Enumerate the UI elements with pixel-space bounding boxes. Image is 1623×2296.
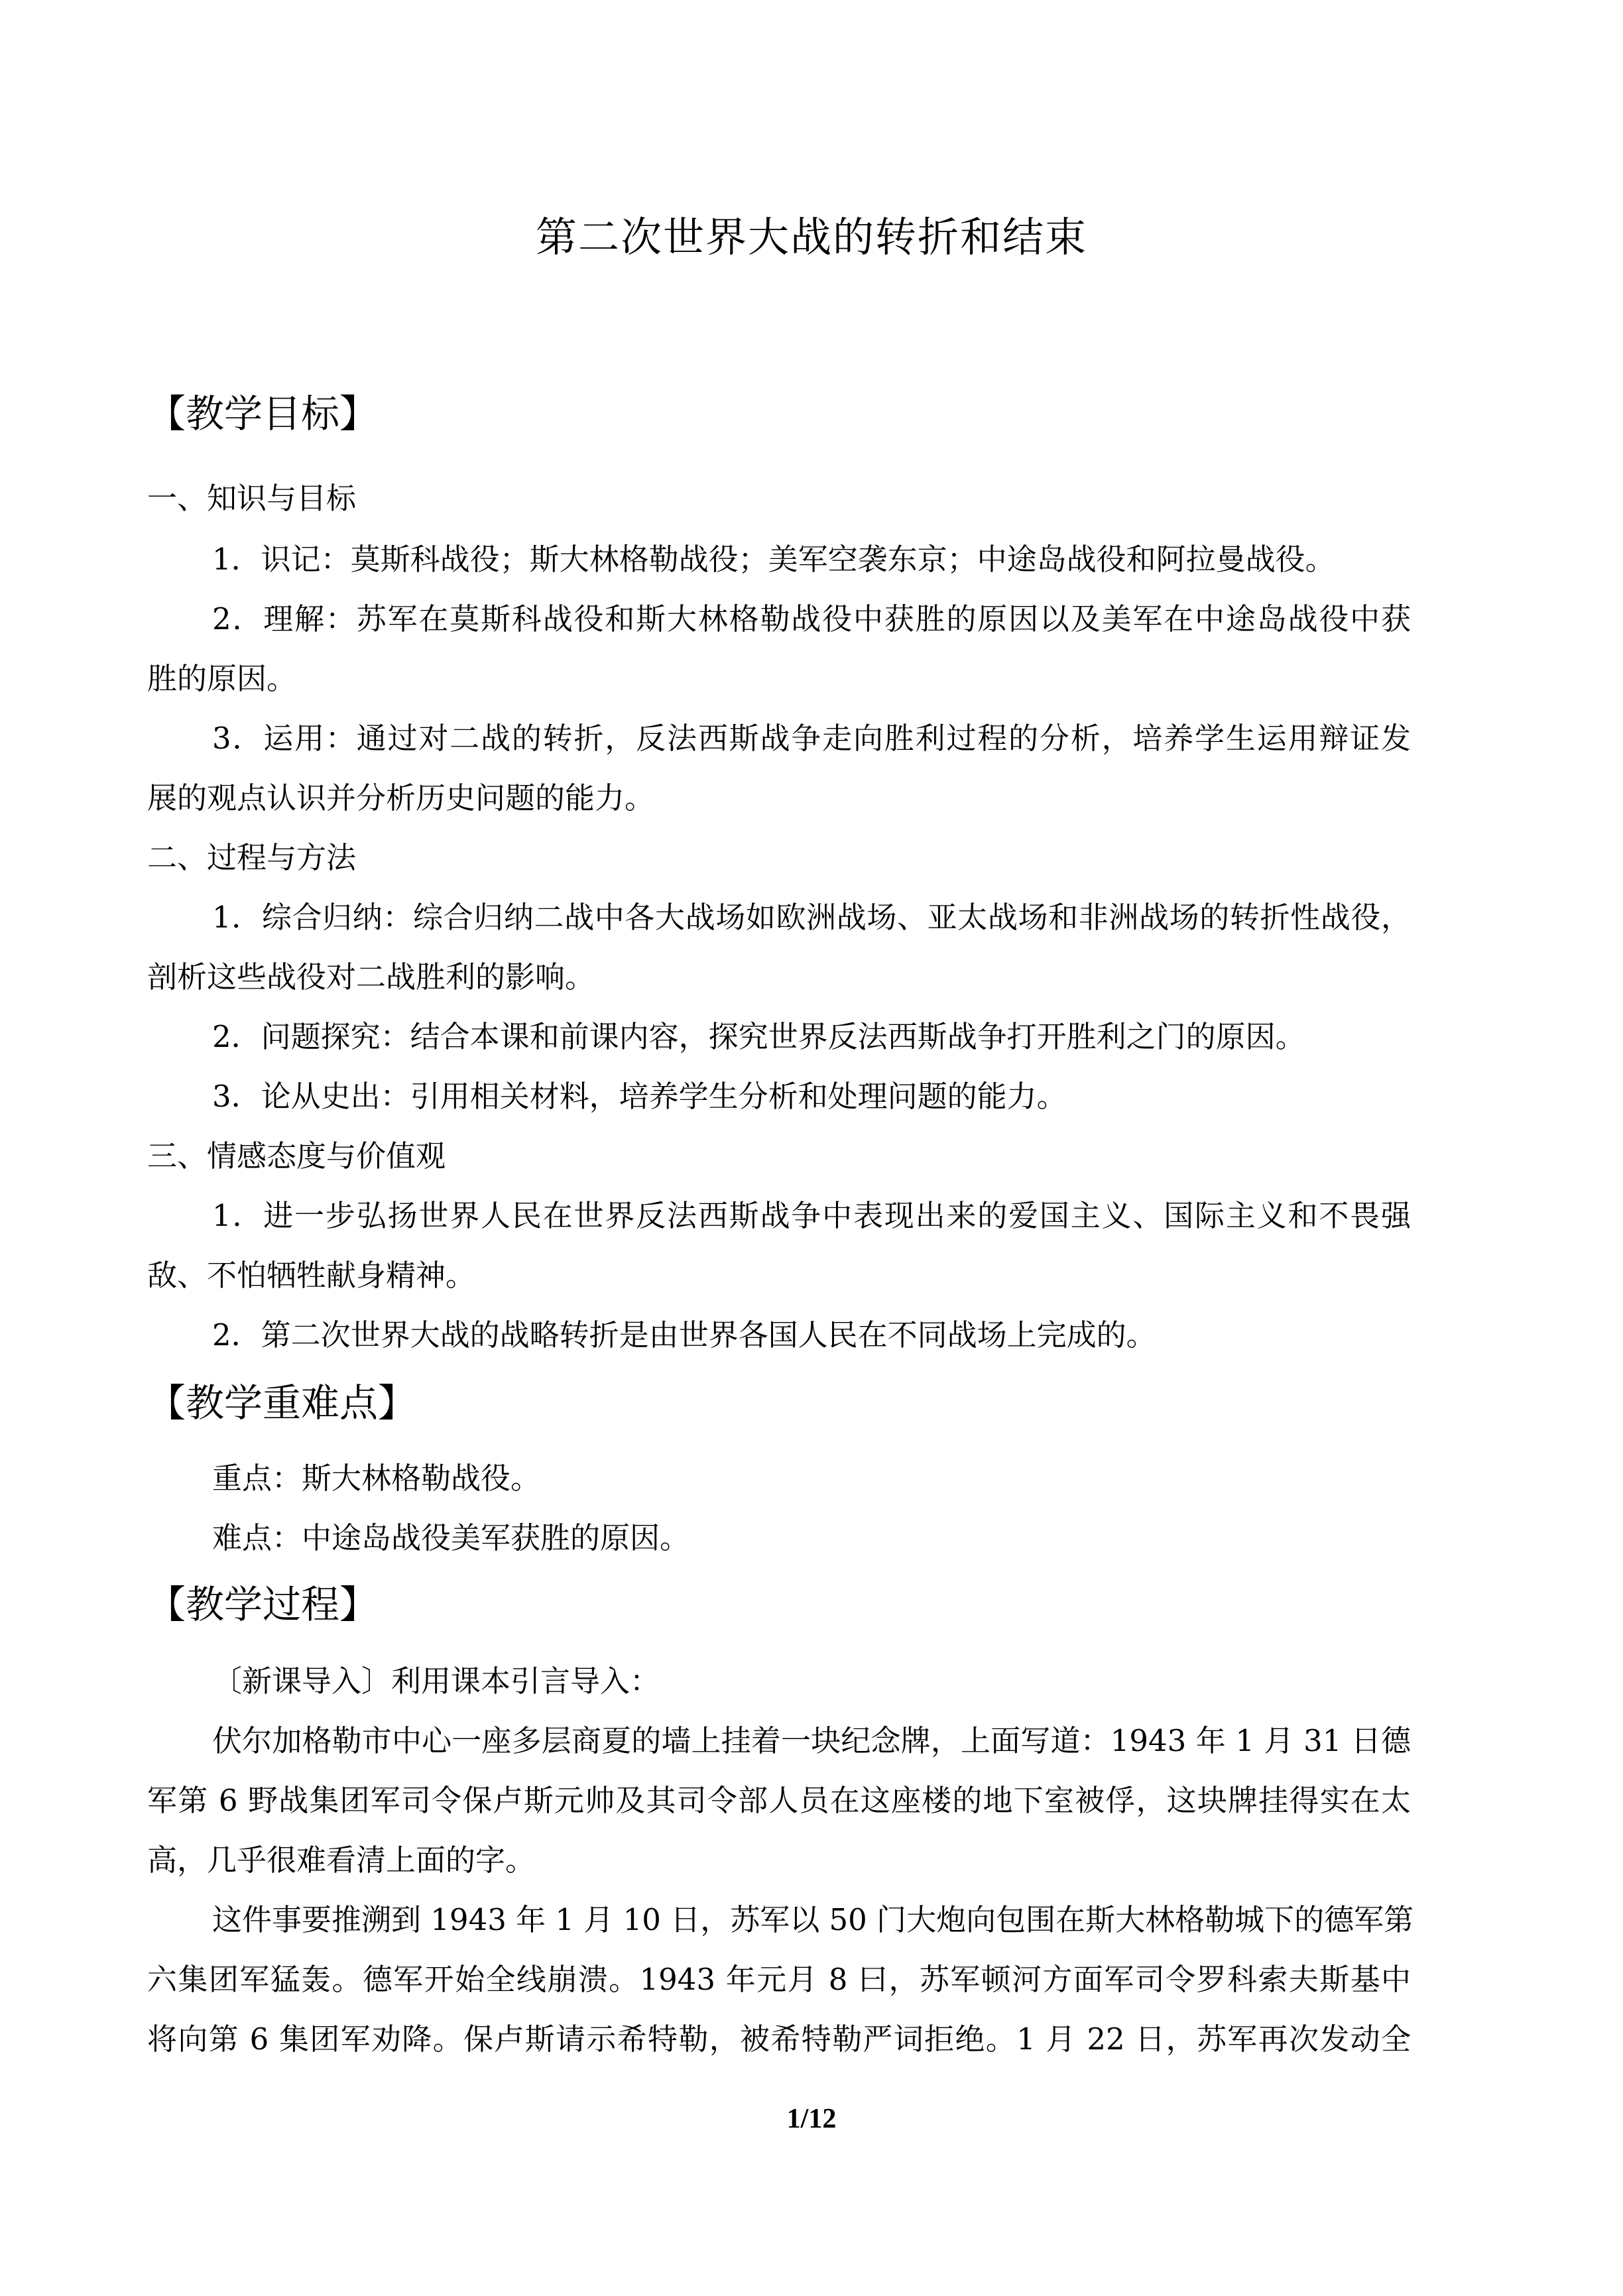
procedure-para-2-line-2: 六集团军猛轰。德军开始全线崩溃。1943 年元月 8 曰，苏军顿河方面军司令罗科索夫斯基中 bbox=[147, 1962, 1411, 1997]
page-number: 1/12 bbox=[786, 2104, 837, 2134]
procedure-intro: 〔新课导入〕利用课本引言导入： bbox=[212, 1663, 660, 1699]
knowledge-item-1: 1．识记：莫斯科战役；斯大林格勒战役；美军空袭东京；中途岛战役和阿拉曼战役。 bbox=[212, 542, 1335, 577]
knowledge-item-3-line-1: 3．运用：通过对二战的转折，反法西斯战争走向胜利过程的分析，培养学生运用辩证发 bbox=[212, 721, 1411, 756]
emotion-item-1-line-2: 敌、不怕牺牲献身精神。 bbox=[147, 1258, 476, 1293]
section-heading-key-points: 【教学重难点】 bbox=[147, 1380, 417, 1425]
knowledge-item-2-line-1: 2．理解：苏军在莫斯科战役和斯大林格勒战役中获胜的原因以及美军在中途岛战役中获 bbox=[212, 601, 1411, 636]
emotion-item-1-line-1: 1．进一步弘扬世界人民在世界反法西斯战争中表现出来的爱国主义、国际主义和不畏强 bbox=[212, 1198, 1411, 1233]
procedure-para-1-line-1: 伏尔加格勒市中心一座多层商夏的墙上挂着一块纪念牌，上面写道：1943 年 1 月 31 日德 bbox=[212, 1723, 1411, 1758]
difficult-point: 难点：中途岛战役美军获胜的原因。 bbox=[212, 1520, 690, 1555]
procedure-para-1-line-2: 军第 6 野战集团军司令保卢斯元帅及其司令部人员在这座楼的地下室被俘，这块牌挂得实在太 bbox=[147, 1783, 1411, 1818]
knowledge-item-2-line-2: 胜的原因。 bbox=[147, 661, 297, 696]
process-item-1-line-1: 1．综合归纳：综合归纳二战中各大战场如欧洲战场、亚太战场和非洲战场的转折性战役， bbox=[212, 900, 1411, 935]
section-heading-goals: 【教学目标】 bbox=[147, 391, 379, 436]
process-item-2: 2．问题探究：结合本课和前课内容，探究世界反法西斯战争打开胜利之门的原因。 bbox=[212, 1019, 1305, 1054]
subsection-process-label: 二、过程与方法 bbox=[147, 840, 357, 875]
procedure-para-2-line-1: 这件事要推溯到 1943 年 1 月 10 日，苏军以 50 门大炮向包围在斯大林格勒城下的德军第 bbox=[212, 1902, 1414, 1937]
key-point: 重点：斯大林格勒战役。 bbox=[212, 1461, 541, 1496]
document-title: 第二次世界大战的转折和结束 bbox=[535, 213, 1087, 261]
subsection-emotion-label: 三、情感态度与价值观 bbox=[147, 1138, 446, 1174]
emotion-item-2: 2．第二次世界大战的战略转折是由世界各国人民在不同战场上完成的。 bbox=[212, 1317, 1156, 1353]
section-heading-procedure: 【教学过程】 bbox=[147, 1582, 379, 1627]
procedure-para-1-line-3: 高，几乎很难看清上面的字。 bbox=[147, 1843, 536, 1878]
knowledge-item-3-line-2: 展的观点认识并分析历史问题的能力。 bbox=[147, 780, 655, 816]
subsection-knowledge-label: 一、知识与目标 bbox=[147, 481, 357, 516]
process-item-1-line-2: 剖析这些战役对二战胜利的影响。 bbox=[147, 959, 595, 995]
process-item-3: 3．论从史出：引用相关材料，培养学生分析和处理问题的能力。 bbox=[212, 1079, 1067, 1114]
procedure-para-2-line-3: 将向第 6 集团军劝降。保卢斯请示希特勒，被希特勒严词拒绝。1 月 22 日，苏军再次发动全 bbox=[147, 2022, 1411, 2057]
